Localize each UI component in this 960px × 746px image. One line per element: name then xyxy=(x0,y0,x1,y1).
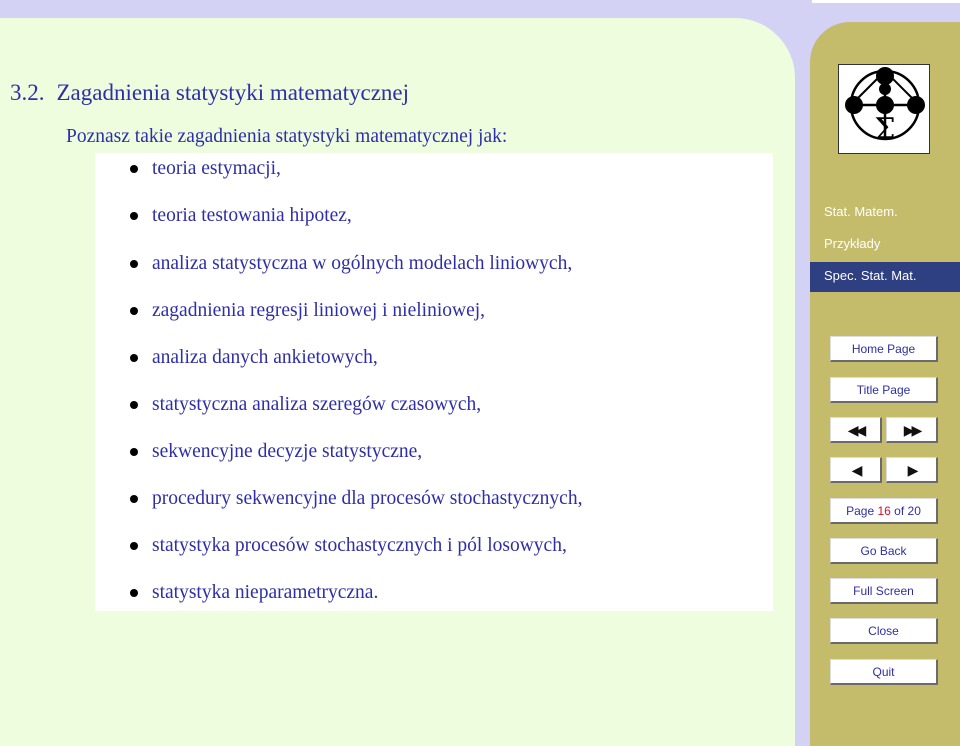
page-of-label: of xyxy=(894,504,905,518)
bullet-icon xyxy=(130,307,138,315)
logo-sigma: Σ xyxy=(874,112,896,147)
bullet-icon xyxy=(130,260,138,268)
double-left-arrow-icon: ◀◀ xyxy=(847,422,864,438)
previous-page-button[interactable] xyxy=(830,457,882,483)
home-page-button[interactable]: Home Page xyxy=(830,336,938,362)
bullet-icon xyxy=(130,165,138,173)
sidebar-link-spec-stat-mat[interactable]: Spec. Stat. Mat. xyxy=(824,268,917,283)
go-back-button[interactable]: Go Back xyxy=(830,538,938,564)
quit-button[interactable]: Quit xyxy=(830,659,938,685)
intro-text: Poznasz takie zagadnienia statystyki matematycznej jak: xyxy=(66,126,508,147)
bullet-icon xyxy=(130,401,138,409)
section-number: 3.2. xyxy=(10,80,45,105)
bullet-icon xyxy=(130,589,138,597)
page-indicator xyxy=(830,498,938,524)
current-page-number: 16 xyxy=(877,504,891,518)
full-screen-button[interactable]: Full Screen xyxy=(830,578,938,604)
first-page-button[interactable] xyxy=(830,417,882,443)
left-arrow-icon: ◀ xyxy=(851,462,860,478)
topics-list-box: teoria estymacji, teoria testowania hipotez, analiza statystyczna w ogólnych modelach liniowych, zagadnienia regresji liniowej i nieliniowej, analiza danych ankietowych, statystyczna analiza szeregów czasowych, sekwencyjne decyzje statystyczne, procedury sekwencyjne dla procesów stochastycznych, statystyka procesów stochastycznych i pól losowych, statystyka nieparametryczna. xyxy=(95,153,773,611)
section-title-text: Zagadnienia statystyki matematycznej xyxy=(56,80,410,105)
double-right-arrow-icon: ▶▶ xyxy=(903,422,920,438)
logo-graph-icon xyxy=(839,65,928,152)
bullet-icon xyxy=(130,354,138,362)
page-label: Page xyxy=(846,504,875,518)
right-arrow-icon: ▶ xyxy=(907,462,916,478)
next-page-button[interactable] xyxy=(886,457,938,483)
total-pages: 20 xyxy=(907,504,921,518)
bullet-icon xyxy=(130,542,138,550)
bullet-icon xyxy=(130,448,138,456)
bullet-icon xyxy=(130,212,138,220)
last-page-button[interactable] xyxy=(886,417,938,443)
top-white-strip xyxy=(812,0,960,3)
close-button[interactable]: Close xyxy=(830,618,938,644)
title-page-button[interactable]: Title Page xyxy=(830,377,938,403)
sidebar-link-stat-matem[interactable]: Stat. Matem. xyxy=(824,204,898,219)
sidebar-link-przyklady[interactable]: Przykłady xyxy=(824,236,881,251)
bullet-icon xyxy=(130,495,138,503)
logo xyxy=(838,64,930,154)
section-title xyxy=(10,80,409,106)
